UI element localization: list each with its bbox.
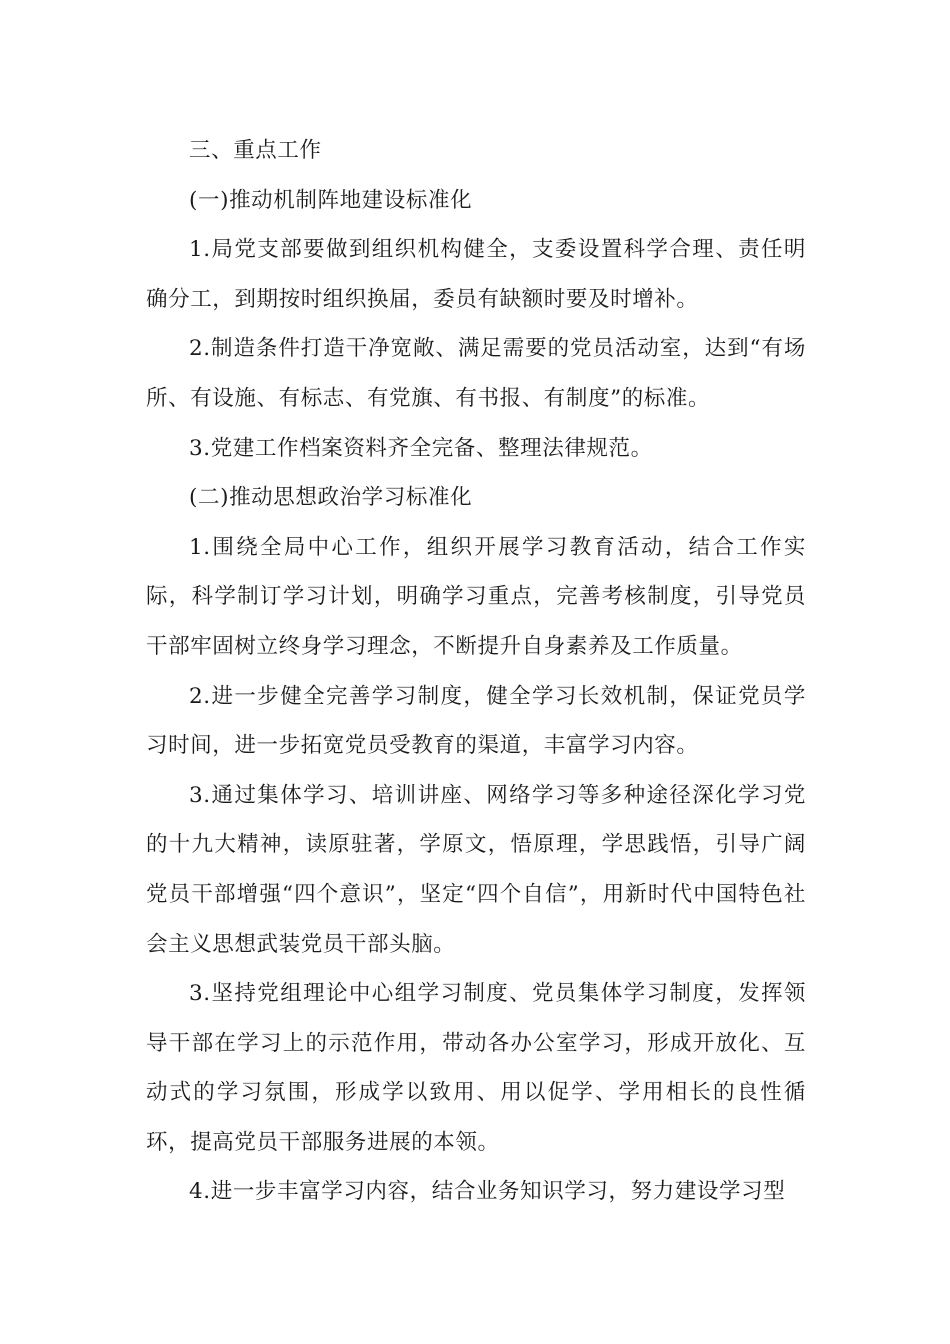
paragraph: 2.进一步健全完善学习制度，健全学习长效机制，保证党员学习时间，进一步拓宽党员受教育的渠道，丰富学习内容。	[146, 683, 806, 759]
paragraph: 3.坚持党组理论中心组学习制度、党员集体学习制度，发挥领导干部在学习上的示范作用，带动各办公室学习，形成开放化、互动式的学习氛围，形成学以致用、用以促学、学用相长的良性循环，提高党员干部服务进展的本领。	[146, 981, 806, 1155]
paragraph: 3.党建工作档案资料齐全完备、整理法律规范。	[189, 435, 653, 461]
paragraph: 3.通过集体学习、培训讲座、网络学习等多种途径深化学习党的十九大精神，读原驻著，学原文，悟原理，学思践悟，引导广阔党员干部增强“四个意识”，坚定“四个自信”，用新时代中国特色社会主义思想武装党员干部头脑。	[146, 782, 806, 957]
paragraph: 1.局党支部要做到组织机构健全，支委设置科学合理、责任明确分工，到期按时组织换届，委员有缺额时要及时增补。	[146, 237, 806, 312]
document-body	[146, 126, 806, 1217]
paragraph: 2.制造条件打造干净宽敞、满足需要的党员活动室，达到“有场所、有设施、有标志、有党旗、有书报、有制度”的标准。	[146, 336, 806, 411]
paragraph: 1.围绕全局中心工作，组织开展学习教育活动，结合工作实际，科学制订学习计划，明确学习重点，完善考核制度，引导党员干部牢固树立终身学习理念，不断提升自身素养及工作质量。	[146, 534, 806, 659]
section-heading: 三、重点工作	[189, 138, 322, 163]
subsection-heading-2: (二)推动思想政治学习标准化	[189, 485, 473, 511]
paragraph: 4.进一步丰富学习内容，结合业务知识学习，努力建设学习型	[189, 1179, 786, 1205]
subsection-heading-1: (一)推动机制阵地建设标准化	[189, 187, 473, 213]
